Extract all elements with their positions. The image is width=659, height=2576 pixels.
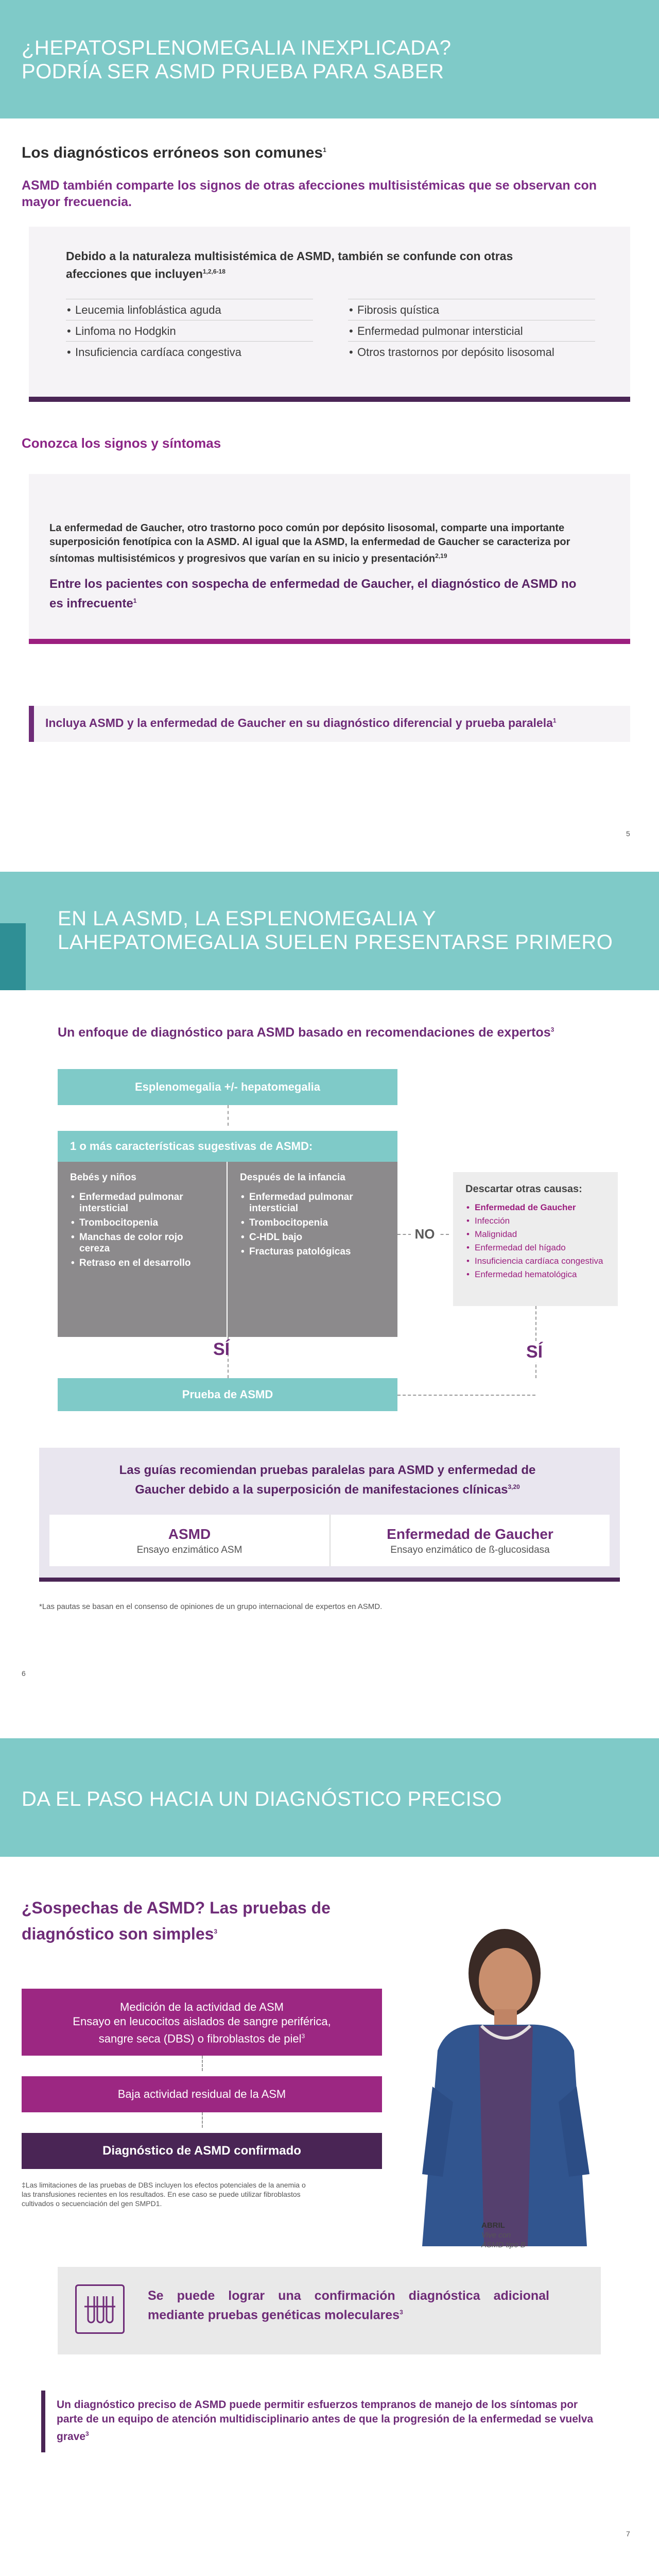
p3-note: ‡Las limitaciones de las pruebas de DBS incluyen los efectos potenciales de la anemia o las transfusiones recientes en los resultados. En ese caso se puede utilizar fibroblastos cultivados o secuenciación del gen SMPD1. (22, 2181, 306, 2208)
p2-footnote: *Las pautas se basan en el consenso de opiniones de un grupo internacional de expertos en ASMD. (39, 1602, 383, 1611)
p1-banner-line1: ¿HEPATOSPLENOMEGALIA INEXPLICADA? (22, 37, 452, 59)
list-item: • Insuficiencia cardíaca congestiva (66, 341, 313, 359)
p2-g2-sub: Ensayo enzimático de ß-glucosidasa (390, 1545, 550, 1555)
p1-box2-text: La enfermedad de Gaucher, otro trastorno poco común por depósito lisosomal, comparte una importante superposición fenotípica con la ASMD. Al igual que la ASMD, la enfermedad de Gaucher se caracteriza por síntomas multisistémicos y progresivos que varían en su inicio y presentación$^{2,19}$ (49, 522, 570, 565)
p1-list-right (348, 299, 595, 359)
page-number: 7 (626, 2530, 630, 2538)
p2-si-right: SÍ (526, 1342, 543, 1362)
list-item: • Enfermedad pulmonar intersticial (240, 1192, 385, 1214)
list-item: • Trombocitopenia (70, 1217, 214, 1229)
p1-box1-bar (29, 397, 630, 402)
test-tubes-icon (75, 2284, 125, 2334)
p2-col2-list (240, 1192, 385, 1258)
p2-banner (0, 872, 659, 990)
p2-g2-title: Enfermedad de Gaucher (387, 1526, 553, 1542)
p1-box2-strong: Entre los pacientes con sospecha de enfermedad de Gaucher, el diagnóstico de ASMD no es infrecuente$^1$ (49, 577, 577, 611)
p2-test-box: Prueba de ASMD (58, 1378, 397, 1411)
list-item: • Fracturas patológicas (240, 1246, 385, 1258)
p2-g1-sub: Ensayo enzimático ASM (136, 1545, 242, 1555)
list-item: • Manchas de color rojo cereza (70, 1232, 214, 1255)
list-item: • Linfoma no Hodgkin (66, 320, 313, 338)
p3-title: ¿Sospechas de ASMD? Las pruebas de diagnóstico son simples$^3$ (22, 1899, 331, 1943)
p1-callout-text: Incluya ASMD y la enfermedad de Gaucher en su diagnóstico diferencial y prueba paralela$^1$ (45, 716, 557, 730)
p3-arrow (202, 2056, 203, 2071)
patient-photo (391, 1917, 618, 2246)
list-item: • Malignidad (465, 1229, 605, 1240)
p2-guide-title: Las guías recomiendan pruebas paralelas para ASMD y enfermedad de Gaucher debido a la superposición de manifestaciones clínicas$^{3,20}$ (119, 1463, 536, 1497)
p3-quote: Un diagnóstico preciso de ASMD puede permitir esfuerzos tempranos de manejo de los síntomas por parte de un equipo de atención multidisciplinario antes de que la progresión de la enfermedad se vuelva grave$^3$ (41, 2391, 618, 2452)
p2-guide-box (39, 1448, 620, 1582)
p2-si-left: SÍ (213, 1340, 230, 1359)
p3-step3: Diagnóstico de ASMD confirmado (22, 2133, 382, 2169)
list-item: • Trombocitopenia (240, 1217, 385, 1229)
p3-step1: Medición de la actividad de ASM Ensayo en leucocitos aislados de sangre periférica, sangre seca (DBS) o fibroblastos de piel$^3$ (22, 1989, 382, 2056)
p2-char-title: 1 o más características sugestivas de ASMD: (58, 1131, 397, 1162)
p1-list-left (66, 299, 313, 359)
p2-start-box: Esplenomegalia +/- hepatomegalia (58, 1069, 397, 1105)
p2-g1-title: ASMD (168, 1526, 211, 1542)
p2-no-label: NO (411, 1224, 439, 1244)
p3-genetic-box (58, 2267, 601, 2354)
p1-subtitle: ASMD también comparte los signos de otras afecciones multisistémicas que se observan con mayor frecuencia. (22, 178, 597, 209)
p1-misdiagnosis-box (29, 227, 630, 402)
list-item: • Enfermedad pulmonar intersticial (70, 1192, 214, 1214)
p3-genetic-text: Se puede lograr una confirmación diagnóstica adicional mediante pruebas genéticas moleculares$^3$ (148, 2289, 549, 2323)
list-item: • Enfermedad pulmonar intersticial (348, 320, 595, 338)
list-item: • Leucemia linfoblástica aguda (66, 299, 313, 317)
p2-banner-title: EN LA ASMD, LA ESPLENOMEGALIA Y LAHEPATOMEGALIA SUELEN PRESENTARSE PRIMERO (58, 907, 613, 954)
p1-box1-text: Debido a la naturaleza multisistémica de ASMD, también se confunde con otras afecciones que incluyen$^{1,2,6-18}$ (66, 249, 513, 281)
p3-arrow (202, 2112, 203, 2128)
list-item: • Enfermedad hematológica (465, 1269, 605, 1280)
p2-side-box (453, 1172, 618, 1306)
page-number: 5 (626, 829, 630, 838)
list-item: • Otros trastornos por depósito lisosomal (348, 341, 595, 359)
list-item: • Retraso en el desarrollo (70, 1258, 214, 1269)
p2-col1-list (70, 1192, 214, 1269)
p1-banner (0, 0, 659, 118)
p1-section-title: Los diagnósticos erróneos son comunes$^1$ (22, 144, 326, 161)
p2-side-title: Descartar otras causas: (465, 1183, 582, 1195)
p1-callout (29, 706, 630, 742)
list-item: • Fibrosis quística (348, 299, 595, 317)
list-item: • Infección (465, 1216, 605, 1226)
list-item: • C-HDL bajo (240, 1232, 385, 1243)
p2-arrow (397, 1395, 535, 1396)
p2-title: Un enfoque de diagnóstico para ASMD basado en recomendaciones de expertos$^3$ (58, 1025, 554, 1040)
list-item: • Enfermedad del hígado (465, 1243, 605, 1253)
p2-col1-title: Bebés y niños (70, 1172, 136, 1183)
p1-gaucher-box (29, 474, 630, 644)
p1-box2-bar (29, 639, 630, 644)
p2-side-list (465, 1202, 605, 1280)
list-item: • Enfermedad de Gaucher (465, 1202, 605, 1213)
p2-arrow (228, 1105, 229, 1126)
p1-banner-title (22, 36, 452, 83)
p3-photo-caption: ABRIL Vive con ASMD tipo B (481, 2221, 526, 2249)
p3-banner (0, 1738, 659, 1857)
p2-col2-title: Después de la infancia (240, 1172, 345, 1183)
p2-guide-bar (39, 1578, 620, 1582)
p3-banner-title: DA EL PASO HACIA UN DIAGNÓSTICO PRECISO (22, 1788, 502, 1810)
page-number: 6 (22, 1669, 26, 1677)
p1-banner-line2: PODRÍA SER ASMD PRUEBA PARA SABER (22, 60, 444, 83)
list-item: • Insuficiencia cardíaca congestiva (465, 1256, 605, 1266)
p1-section2-title: Conozca los signos y síntomas (22, 435, 221, 451)
p2-characteristics-box (58, 1131, 397, 1337)
p3-step2: Baja actividad residual de la ASM (22, 2076, 382, 2112)
p2-banner-accent (0, 923, 26, 990)
